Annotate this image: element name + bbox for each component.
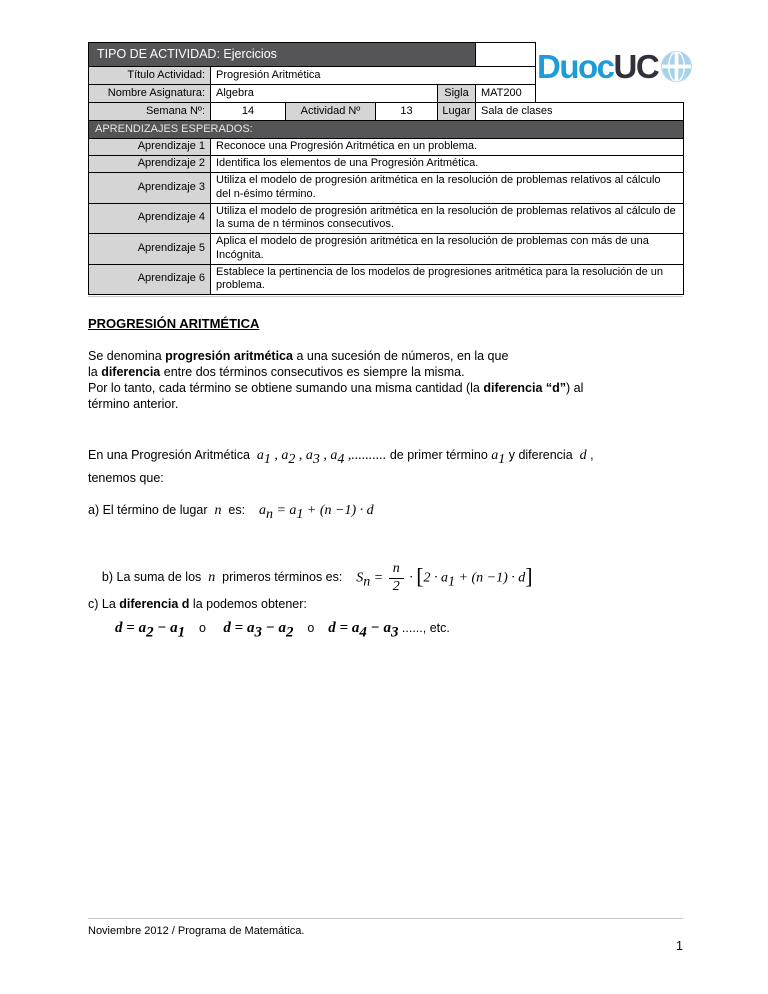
item-a-line: a) El término de lugar n es: $a_n = a_1 + (n -1) \cdot d$ bbox=[88, 503, 374, 523]
aprendizaje-text: Utiliza el modelo de progresión aritmética en la resolución de problemas relativos al cálculo del n-ésimo término. bbox=[211, 173, 684, 204]
math-token: 2 · a bbox=[423, 570, 449, 586]
item-c-line: c) La diferencia d la podemos obtener: bbox=[88, 597, 307, 611]
sum-formula bbox=[356, 562, 532, 594]
footer-note: Noviembre 2012 / Programa de Matemática. bbox=[88, 925, 305, 937]
globe-icon bbox=[661, 51, 692, 82]
aprendizaje-text: Identifica los elementos de una Progresión Aritmética. bbox=[211, 156, 684, 173]
actividad-label: Actividad Nº bbox=[286, 103, 376, 121]
aprendizaje-text: Reconoce una Progresión Aritmética en un problema. bbox=[211, 139, 684, 156]
page-title: PROGRESIÓN ARITMÉTICA bbox=[88, 316, 260, 331]
difference-formulas-line: $d = a_2 - a_1$ o $d = a_3 - a_2$ o $d = a_4 - a_3$ ......, etc. bbox=[115, 620, 450, 641]
aprendizaje-row bbox=[89, 234, 684, 265]
math-token: 1 bbox=[448, 574, 456, 590]
aprendizaje-row bbox=[89, 139, 684, 156]
tipo-actividad-bar: TIPO DE ACTIVIDAD: Ejercicios bbox=[89, 43, 476, 67]
aprendizaje-row bbox=[89, 264, 684, 295]
aprendizaje-label: Aprendizaje 3 bbox=[89, 173, 211, 204]
item-b-text: b) La suma de los n primeros términos es: bbox=[101, 570, 357, 586]
duocuc-logo bbox=[537, 50, 692, 83]
aprendizaje-label: Aprendizaje 5 bbox=[89, 234, 211, 265]
logo-text-duoc: Duoc bbox=[537, 48, 614, 85]
fraction-denominator: 2 bbox=[392, 578, 400, 594]
aprendizaje-text: Aplica el modelo de progresión aritmética en la resolución de problemas con más de una Incógnita. bbox=[211, 234, 684, 265]
aprendizaje-label: Aprendizaje 4 bbox=[89, 203, 211, 234]
left-bracket: [ bbox=[416, 563, 424, 589]
semana-label: Semana Nº: bbox=[89, 103, 211, 121]
logo-text-uc: UC bbox=[613, 48, 659, 85]
footer-rule bbox=[88, 918, 683, 919]
aprendizaje-row bbox=[89, 203, 684, 234]
titulo-label: Título Actividad: bbox=[89, 67, 211, 85]
aprendizaje-row bbox=[89, 173, 684, 204]
lugar-label: Lugar bbox=[438, 103, 476, 121]
fraction bbox=[389, 562, 404, 594]
row-asignatura bbox=[89, 85, 684, 103]
asignatura-value: Algebra bbox=[211, 85, 438, 103]
aprendizaje-text: Establece la pertinencia de los modelos de progresiones aritmética para la resolución de un problema. bbox=[211, 264, 684, 295]
actividad-value: 13 bbox=[376, 103, 438, 121]
aprendizaje-label: Aprendizaje 1 bbox=[89, 139, 211, 156]
math-token: n bbox=[363, 574, 371, 590]
asignatura-label: Nombre Asignatura: bbox=[89, 85, 211, 103]
tipo-actividad-empty-cell bbox=[476, 43, 536, 67]
definition-paragraph: En una Progresión Aritmética $a_1$ , $a_2$ , $a_3$ , $a_4$ ,.......... de primer término $a_1$ y diferencia d , tenemos que: bbox=[88, 448, 594, 485]
sigla-label: Sigla bbox=[438, 85, 476, 103]
sigla-value: MAT200 bbox=[476, 85, 536, 103]
intro-paragraph: Se denomina progresión aritmética a una sucesión de números, en la que la diferencia entre dos términos consecutivos es siempre la misma. Por lo tanto, cada término se obtiene sumando una misma cantidad (la diferencia “d”) al término anterior. bbox=[88, 349, 584, 411]
aprendizaje-text: Utiliza el modelo de progresión aritmética en la resolución de problemas relativos al cálculo de la suma de n términos consecutivos. bbox=[211, 203, 684, 234]
math-token: = bbox=[370, 570, 387, 586]
fraction-numerator: n bbox=[389, 562, 404, 579]
aprendizaje-row bbox=[89, 156, 684, 173]
aprendizajes-header-bar: APRENDIZAJES ESPERADOS: bbox=[89, 121, 684, 139]
page-number: 1 bbox=[676, 939, 683, 953]
right-bracket: ] bbox=[525, 563, 533, 589]
titulo-value: Progresión Aritmética bbox=[211, 67, 536, 85]
semana-value: 14 bbox=[211, 103, 286, 121]
aprendizaje-label: Aprendizaje 6 bbox=[89, 264, 211, 295]
row-aprendizajes-header bbox=[89, 121, 684, 139]
aprendizaje-label: Aprendizaje 2 bbox=[89, 156, 211, 173]
math-token: · bbox=[405, 570, 417, 586]
row-semana bbox=[89, 103, 684, 121]
lugar-value: Sala de clases bbox=[476, 103, 684, 121]
math-token: + (n −1) · d bbox=[455, 570, 526, 586]
table-bottom-rule bbox=[88, 296, 683, 297]
math-token: S bbox=[356, 570, 364, 586]
